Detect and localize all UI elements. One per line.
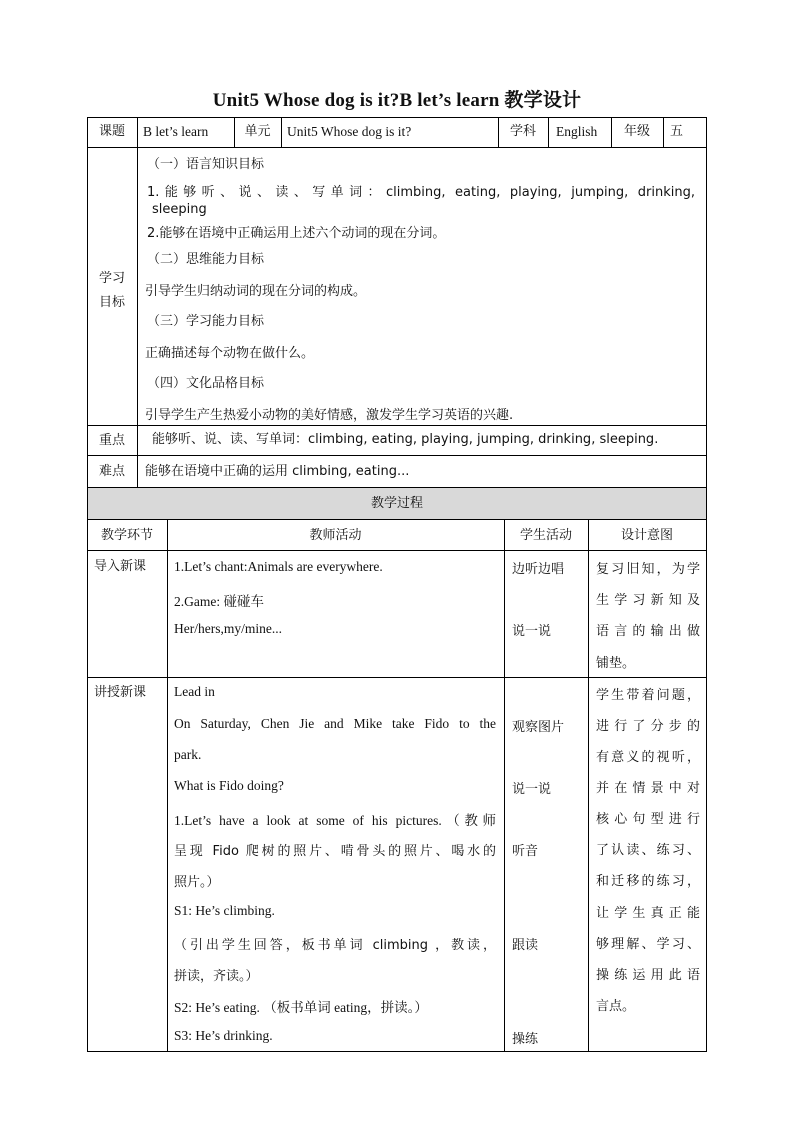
teacher-line: 2.Game: 碰碰车 <box>174 594 264 609</box>
student-line: 操练 <box>512 1032 539 1047</box>
teacher-line: 1.Let’s have a look at some of his pictures.（教师 <box>174 813 496 828</box>
difficulties-label: 难点 <box>98 464 125 479</box>
intent-line: 让学生真正能 <box>596 906 700 921</box>
teacher-line: S2: He’s eating. （板书单词 eating，拼读。） <box>174 1000 428 1015</box>
objective-line: sleeping <box>152 202 207 217</box>
intent-line: 复习旧知，为学 <box>596 562 700 577</box>
document-title: Unit5 Whose dog is it?B let’s learn 教学设计 <box>212 90 582 111</box>
stage-cell: 导入新课 <box>94 559 147 574</box>
objective-line: 引导学生产生热爱小动物的美好情感，激发学生学习英语的兴趣. <box>145 408 514 423</box>
objective-line: 引导学生归纳动词的现在分词的构成。 <box>145 284 367 299</box>
subject-label: 学科 <box>509 124 536 139</box>
intent-line: 言点。 <box>596 999 636 1014</box>
objectives-label <box>87 267 137 315</box>
student-line: 说一说 <box>512 624 552 639</box>
intent-line: 核心句型进行 <box>596 812 700 827</box>
objectives-label-line-2: 目标 <box>98 295 125 310</box>
key-points-value: 能够听、说、读、写单词：climbing, eating, playing, jumping, drinking, sleeping. <box>152 432 659 447</box>
intent-line: 和迁移的练习， <box>596 874 700 889</box>
objective-line: （二）思维能力目标 <box>147 252 265 267</box>
intent-line: 语言的输出做 <box>596 624 700 639</box>
intent-line: 并在情景中对 <box>596 781 700 796</box>
teacher-line: S3: He’s drinking. <box>174 1028 273 1043</box>
objective-line: 正确描述每个动物在做什么。 <box>145 346 315 361</box>
teacher-line: 照片。） <box>174 875 220 890</box>
student-line: 边听边唱 <box>512 562 565 577</box>
intent-line: 操练运用此语 <box>596 968 700 983</box>
objective-line: （一）语言知识目标 <box>147 157 265 172</box>
teacher-line: 呈现 Fido 爬树的照片、啃骨头的照片、喝水的 <box>174 844 496 859</box>
column-header-student: 学生活动 <box>519 528 572 543</box>
teacher-line: 1.Let’s chant:Animals are everywhere. <box>174 559 383 574</box>
intent-line: 够理解、学习、 <box>596 937 700 952</box>
objective-line: 1.能够听、说、读、写单词：climbing, eating, playing, jumping, drinking, <box>147 185 695 200</box>
teacher-line: Lead in <box>174 684 215 699</box>
teacher-line: park. <box>174 747 202 762</box>
teacher-line: S1: He’s climbing. <box>174 903 275 918</box>
teacher-line: What is Fido doing? <box>174 778 284 793</box>
student-line: 观察图片 <box>512 720 565 735</box>
objective-line: 2.能够在语境中正确运用上述六个动词的现在分词。 <box>147 226 446 241</box>
key-points-label: 重点 <box>98 433 125 448</box>
column-header-teacher: 教师活动 <box>309 528 362 543</box>
intent-line: 学生带着问题， <box>596 688 700 703</box>
topic-label: 课题 <box>98 124 125 139</box>
column-header-intent: 设计意图 <box>620 528 673 543</box>
intent-line: 生学习新知及 <box>596 593 700 608</box>
unit-label: 单元 <box>244 124 271 139</box>
intent-line: 了认读、练习、 <box>596 843 700 858</box>
grade-value: 五 <box>670 124 684 139</box>
student-line: 说一说 <box>512 782 552 797</box>
teacher-line: （引出学生回答，板书单词 climbing ，教读， <box>174 938 496 953</box>
objective-line: （四）文化品格目标 <box>147 376 265 391</box>
subject-value: English <box>556 124 598 139</box>
objectives-label-line-1: 学习 <box>98 271 125 286</box>
student-line: 跟读 <box>512 938 539 953</box>
column-header-stage: 教学环节 <box>100 528 153 543</box>
stage-cell: 讲授新课 <box>94 685 147 700</box>
student-line: 听音 <box>512 844 539 859</box>
process-header: 教学过程 <box>370 496 423 511</box>
unit-value: Unit5 Whose dog is it? <box>287 124 412 139</box>
intent-line: 铺垫。 <box>596 656 636 671</box>
objective-line: （三）学习能力目标 <box>147 314 265 329</box>
teacher-line: 拼读，齐读。） <box>174 969 259 984</box>
difficulties-value: 能够在语境中正确的运用 climbing, eating... <box>145 464 410 479</box>
grade-label: 年级 <box>623 124 650 139</box>
topic-value: B let’s learn <box>143 124 209 139</box>
teacher-line: On Saturday, Chen Jie and Mike take Fido to the <box>174 716 496 731</box>
teacher-line: Her/hers,my/mine... <box>174 621 282 636</box>
intent-line: 有意义的视听， <box>596 750 700 765</box>
intent-line: 进行了分步的 <box>596 719 700 734</box>
